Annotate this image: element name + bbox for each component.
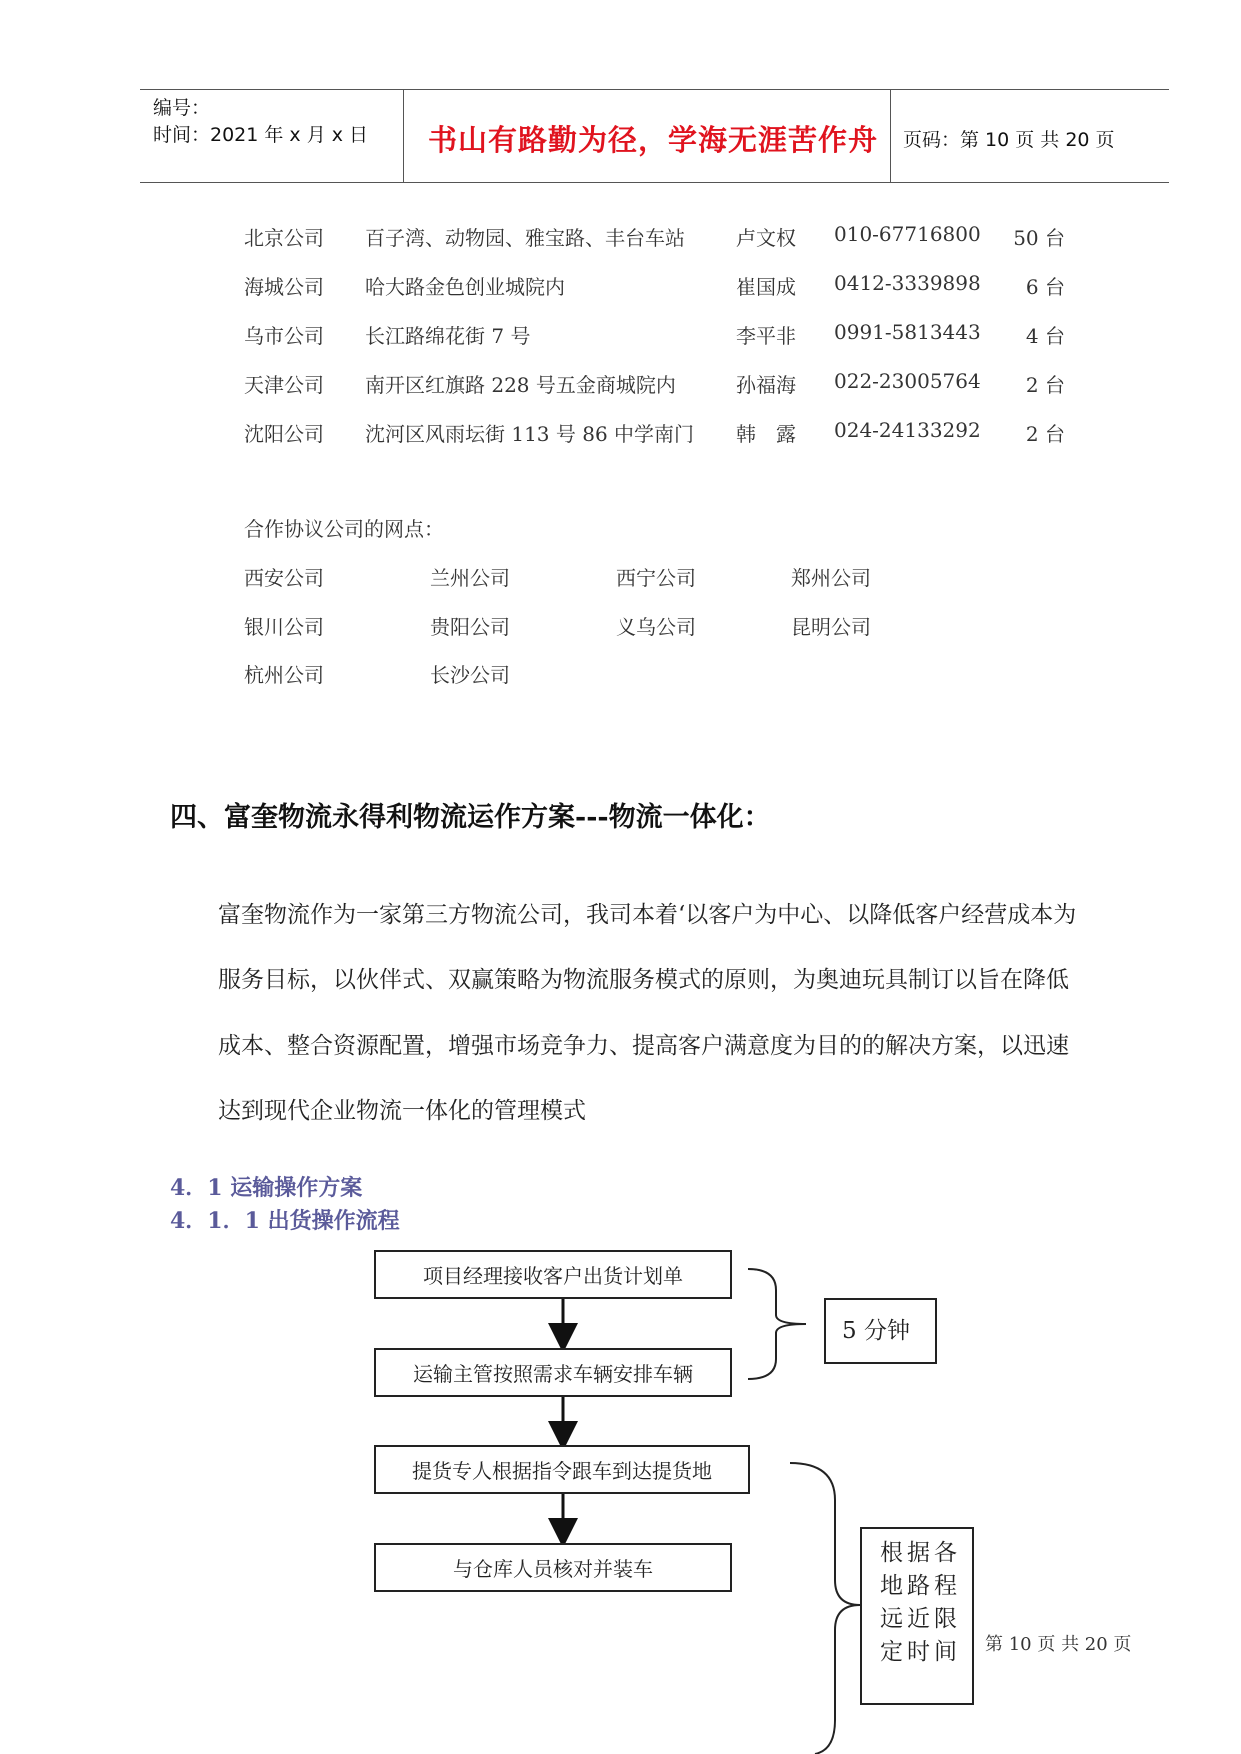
flow-step-2: 运输主管按照需求车辆安排车辆 [374,1348,732,1397]
branch-contact: 孙福海 [736,373,796,397]
branch-address: 百子湾、动物园、雅宝路、丰台车站 [365,226,685,250]
header-motto: 书山有路勤为径，学海无涯苦作舟 [428,123,879,157]
branch-address: 南开区红旗路 228 号五金商城院内 [365,373,676,397]
branch-name: 沈阳公司 [244,422,324,446]
branch-name: 海城公司 [244,275,324,299]
list-item: 郑州公司 [791,566,871,590]
branch-contact: 韩 露 [736,422,796,446]
paragraph-line: 成本、整合资源配置，增强市场竞争力、提高客户满意度为目的的解决方案，以迅速 [218,1033,1069,1059]
subsection-title: 4．1 运输操作方案 [170,1175,363,1201]
branch-vehicle-count: 4 台 [1025,324,1065,348]
paragraph-line: 服务目标，以伙伴式、双赢策略为物流服务模式的原则，为奥迪玩具制订以旨在降低 [218,967,1069,993]
branch-name: 北京公司 [244,226,324,250]
list-item: 银川公司 [244,615,324,639]
branch-phone: 0412-3339898 [834,271,981,295]
branch-contact: 崔国成 [736,275,796,299]
section-title: 四、富奎物流永得利物流运作方案---物流一体化： [170,802,771,833]
list-item: 杭州公司 [244,663,324,687]
duration-note: 5 分钟 [824,1298,937,1364]
branch-phone: 022-23005764 [834,369,981,393]
branch-vehicle-count: 2 台 [1025,373,1065,397]
list-item: 西安公司 [244,566,324,590]
branch-vehicle-count: 50 台 [1013,226,1065,250]
branch-vehicle-count: 2 台 [1025,422,1065,446]
cooperation-title: 合作协议公司的网点： [244,517,444,541]
flow-step-1: 项目经理接收客户出货计划单 [374,1250,732,1299]
branch-contact: 李平非 [736,324,796,348]
branch-contact: 卢文权 [736,226,796,250]
header-time: 时间：2021 年 x 月 x 日 [153,124,369,146]
branch-phone: 010-67716800 [834,222,981,246]
branch-address: 哈大路金色创业城院内 [365,275,565,299]
brace-icon [790,1463,860,1754]
branch-address: 沈河区风雨坛街 113 号 86 中学南门 [365,422,695,446]
branch-phone: 0991-5813443 [834,320,981,344]
note-line: 定时间 [880,1639,961,1665]
note-line: 地路程 [880,1573,961,1599]
brace-icon [748,1269,806,1379]
list-item: 贵阳公司 [430,615,510,639]
branch-vehicle-count: 6 台 [1025,275,1065,299]
list-item: 义乌公司 [616,615,696,639]
note-line: 远近限 [880,1606,961,1632]
branch-name: 天津公司 [244,373,324,397]
header-serial: 编号： [153,97,211,119]
branch-phone: 024-24133292 [834,418,981,442]
paragraph-line: 富奎物流作为一家第三方物流公司，我司本着‘以客户为中心、以降低客户经营成本为 [218,902,1077,928]
list-item: 昆明公司 [791,615,871,639]
branch-address: 长江路绵花街 7 号 [365,324,531,348]
note-line: 根据各 [880,1540,961,1566]
list-item: 长沙公司 [430,663,510,687]
flow-step-3: 提货专人根据指令跟车到达提货地 [374,1445,750,1494]
list-item: 兰州公司 [430,566,510,590]
footer-page-number: 第 10 页 共 20 页 [985,1634,1132,1655]
header-page-number: 页码：第 10 页 共 20 页 [903,129,1115,151]
list-item: 西宁公司 [616,566,696,590]
paragraph-line: 达到现代企业物流一体化的管理模式 [218,1098,586,1124]
subsection-title: 4．1．1 出货操作流程 [170,1208,400,1234]
time-limit-note [860,1527,974,1705]
flow-step-4: 与仓库人员核对并装车 [374,1543,732,1592]
branch-name: 乌市公司 [244,324,324,348]
